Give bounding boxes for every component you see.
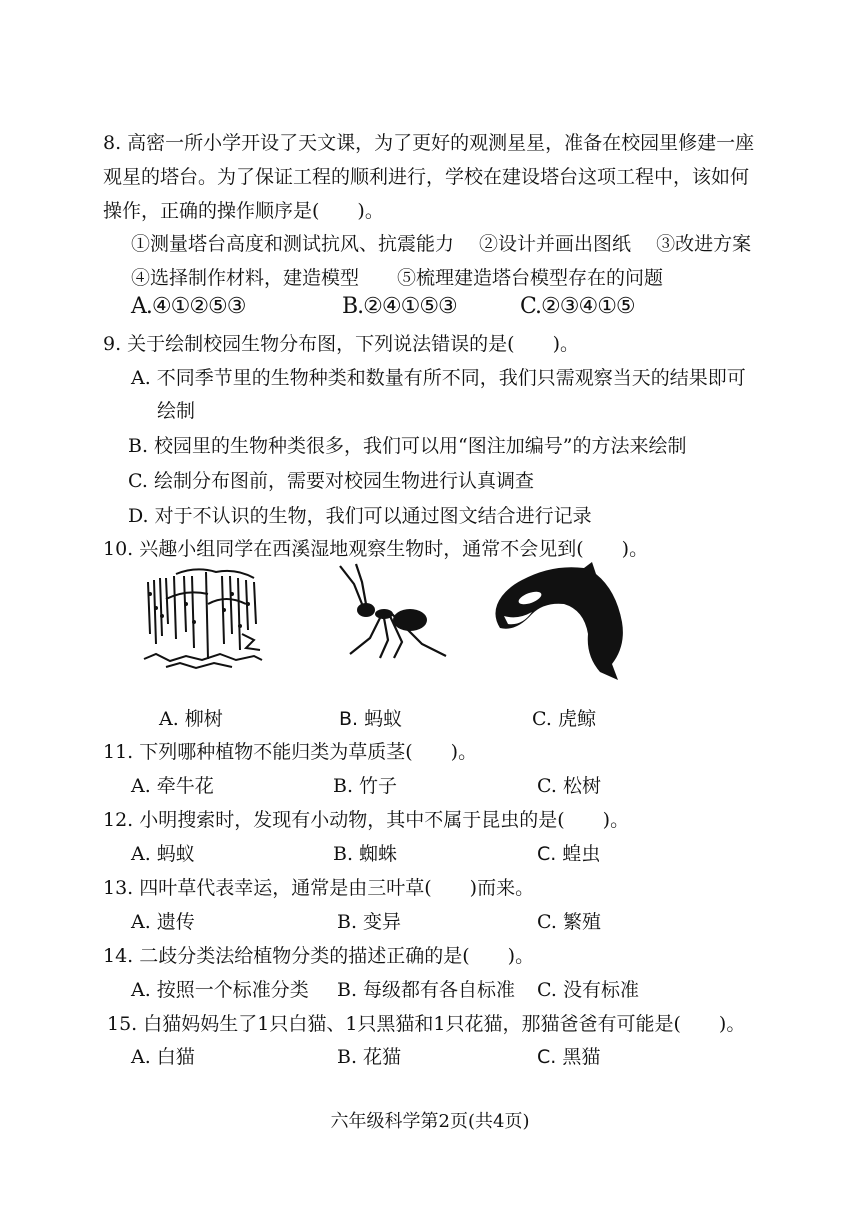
- q15-option-a: A. 白猫: [131, 1046, 195, 1068]
- q9-stem: 9. 关于绘制校园生物分布图，下列说法错误的是( )。: [103, 333, 579, 355]
- page-footer: 六年级科学第2页(共4页): [330, 1111, 530, 1132]
- q14-option-a: A. 按照一个标准分类: [131, 979, 309, 1001]
- orca-image: [492, 560, 632, 684]
- q8-stem-line-3: 操作，正确的操作顺序是( )。: [103, 200, 384, 222]
- q12-stem: 12. 小明搜索时，发现有小动物，其中不属于昆虫的是( )。: [103, 809, 630, 831]
- q9-option-d: D. 对于不认识的生物，我们可以通过图文结合进行记录: [128, 505, 592, 527]
- q14-option-b: B. 每级都有各自标准: [337, 979, 516, 1001]
- q11-option-b: B. 竹子: [333, 775, 398, 797]
- q9-option-a-line-1: A. 不同季节里的生物种类和数量有所不同，我们只需观察当天的结果即可: [131, 367, 746, 389]
- q11-stem: 11. 下列哪种植物不能归类为草质茎( )。: [103, 741, 478, 763]
- q10-option-b: B. 蚂蚁: [339, 708, 403, 730]
- q13-stem: 13. 四叶草代表幸运，通常是由三叶草( )而来。: [103, 877, 535, 899]
- q15-stem: 15. 白猫妈妈生了1只白猫、1只黑猫和1只花猫，那猫爸爸有可能是( )。: [107, 1013, 746, 1035]
- q15-option-b: B. 花猫: [337, 1046, 402, 1068]
- q9-option-b: B. 校园里的生物种类很多，我们可以用“图注加编号”的方法来绘制: [128, 435, 687, 457]
- q8-option-c: C.②③④①⑤: [520, 294, 635, 319]
- q10-option-c: C. 虎鲸: [532, 708, 596, 730]
- q14-option-c: C. 没有标准: [537, 979, 639, 1001]
- q12-option-c: C. 蝗虫: [537, 843, 601, 865]
- q13-option-a: A. 遗传: [131, 911, 195, 933]
- q8-option-a: A.④①②⑤③: [131, 294, 246, 319]
- q14-stem: 14. 二歧分类法给植物分类的描述正确的是( )。: [103, 945, 535, 967]
- q8-stem-line-2: 观星的塔台。为了保证工程的顺利进行，学校在建设塔台这项工程中，该如何: [103, 166, 750, 188]
- q13-option-c: C. 繁殖: [537, 911, 601, 933]
- q12-option-a: A. 蚂蚁: [131, 843, 195, 865]
- q8-steps-line-2: ④选择制作材料，建造模型 ⑤梳理建造塔台模型存在的问题: [131, 267, 664, 289]
- q9-option-a-line-2: 绘制: [157, 400, 196, 422]
- q15-option-c: C. 黑猫: [537, 1046, 601, 1068]
- willow-tree-image: [136, 564, 266, 672]
- q11-option-c: C. 松树: [537, 775, 601, 797]
- q8-option-b: B.②④①⑤③: [342, 294, 457, 319]
- q12-option-b: B. 蜘蛛: [333, 843, 398, 865]
- q10-stem: 10. 兴趣小组同学在西溪湿地观察生物时，通常不会见到( )。: [103, 538, 649, 560]
- q8-steps-line-1: ①测量塔台高度和测试抗风、抗震能力 ②设计并画出图纸 ③改进方案: [131, 233, 752, 255]
- q10-option-a: A. 柳树: [159, 708, 223, 730]
- q13-option-b: B. 变异: [337, 911, 402, 933]
- q11-option-a: A. 牵牛花: [131, 775, 214, 797]
- ant-image: [332, 562, 452, 662]
- q9-option-c: C. 绘制分布图前，需要对校园生物进行认真调查: [128, 470, 534, 492]
- q8-stem-line-1: 8. 高密一所小学开设了天文课，为了更好的观测星星，准备在校园里修建一座: [103, 132, 755, 154]
